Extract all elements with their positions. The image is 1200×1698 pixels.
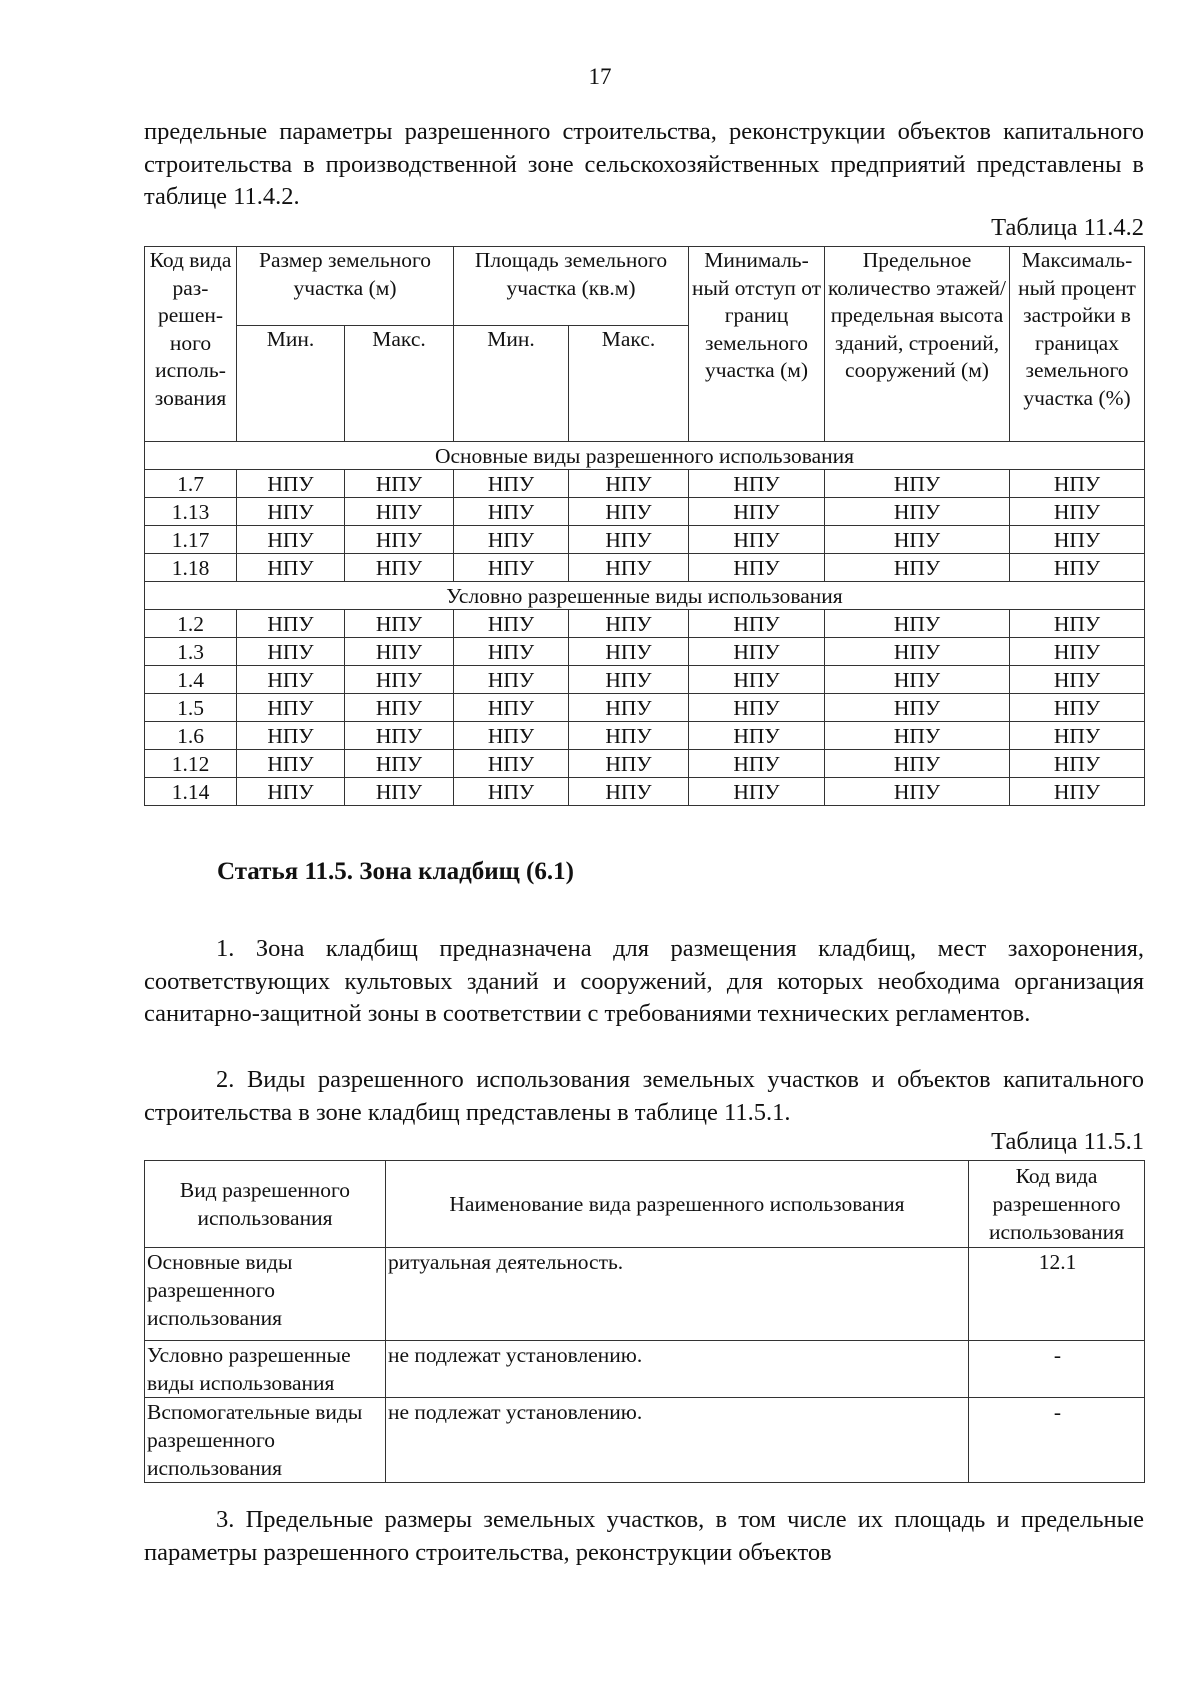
- table-row: [145, 694, 1145, 722]
- value-cell: НПУ: [454, 554, 569, 582]
- table-row: [145, 554, 1145, 582]
- intro-paragraph: предельные параметры разрешенного строительства, реконструкции объектов капитального строительства в производственной зоне сельскохозяйственных предприятий представлены в таблице 11.4.2.: [144, 118, 1144, 210]
- table-row: [145, 526, 1145, 554]
- value-cell: НПУ: [237, 526, 345, 554]
- header-plot-size: Размер земельного участка (м): [237, 247, 454, 326]
- value-cell: НПУ: [689, 498, 825, 526]
- value-cell: НПУ: [689, 694, 825, 722]
- value-cell: НПУ: [454, 666, 569, 694]
- table-row: [145, 498, 1145, 526]
- value-cell: НПУ: [569, 526, 689, 554]
- table-row: [145, 1248, 1145, 1341]
- use-code-cell: 1.7: [145, 470, 237, 498]
- value-cell: НПУ: [237, 470, 345, 498]
- use-code-cell: 1.3: [145, 638, 237, 666]
- value-cell: НПУ: [825, 722, 1010, 750]
- header-min-setback: Минималь-ный отступ от границ земельного участка (м): [689, 247, 825, 442]
- value-cell: НПУ: [1010, 666, 1145, 694]
- value-cell: НПУ: [345, 694, 454, 722]
- value-cell: НПУ: [689, 610, 825, 638]
- value-cell: НПУ: [454, 498, 569, 526]
- value-cell: НПУ: [689, 470, 825, 498]
- value-cell: НПУ: [569, 638, 689, 666]
- value-cell: НПУ: [454, 778, 569, 806]
- value-cell: НПУ: [454, 722, 569, 750]
- permitted-uses-rows: [145, 1248, 1145, 1483]
- value-cell: НПУ: [689, 638, 825, 666]
- header-use-name: Наименование вида разрешенного использования: [386, 1161, 969, 1248]
- value-cell: НПУ: [237, 666, 345, 694]
- paragraph-1: 1. Зона кладбищ предназначена для размещения кладбищ, мест захоронения, соответствующих культовых зданий и сооружений, для которых необходима организация санитарно-защитной зоны в соответствии с требованиями технических регламентов.: [144, 935, 1144, 1027]
- value-cell: НПУ: [825, 638, 1010, 666]
- main-uses-rows: [145, 470, 1145, 582]
- value-cell: НПУ: [825, 498, 1010, 526]
- value-cell: НПУ: [689, 778, 825, 806]
- use-name-cell: не подлежат установлению.: [386, 1341, 969, 1398]
- value-cell: НПУ: [237, 750, 345, 778]
- value-cell: НПУ: [569, 694, 689, 722]
- value-cell: НПУ: [689, 666, 825, 694]
- value-cell: НПУ: [569, 666, 689, 694]
- use-code-cell: 1.14: [145, 778, 237, 806]
- conditional-uses-rows: [145, 610, 1145, 806]
- value-cell: НПУ: [345, 750, 454, 778]
- value-cell: НПУ: [454, 610, 569, 638]
- value-cell: НПУ: [825, 750, 1010, 778]
- use-code-cell: 1.4: [145, 666, 237, 694]
- use-type-cell: Вспомогательные виды разрешенного использования: [145, 1398, 386, 1483]
- value-cell: НПУ: [569, 610, 689, 638]
- table-row: [145, 1341, 1145, 1398]
- use-name-cell: не подлежат установлению.: [386, 1398, 969, 1483]
- paragraph-3: 3. Предельные размеры земельных участков, в том числе их площадь и предельные параметры разрешенного строительства, реконструкции объектов: [144, 1506, 1144, 1566]
- value-cell: НПУ: [345, 610, 454, 638]
- value-cell: НПУ: [345, 526, 454, 554]
- value-cell: НПУ: [1010, 778, 1145, 806]
- value-cell: НПУ: [1010, 694, 1145, 722]
- value-cell: НПУ: [569, 470, 689, 498]
- value-cell: НПУ: [569, 498, 689, 526]
- value-cell: НПУ: [825, 666, 1010, 694]
- value-cell: НПУ: [1010, 610, 1145, 638]
- header-code: Код вида раз-решен-ного исполь-зования: [145, 247, 237, 442]
- use-type-cell: Основные виды разрешенного использования: [145, 1248, 386, 1341]
- use-code-cell: 1.6: [145, 722, 237, 750]
- value-cell: НПУ: [345, 666, 454, 694]
- value-cell: НПУ: [237, 554, 345, 582]
- section-main-uses: Основные виды разрешенного использования: [145, 442, 1145, 470]
- header-area-max: Макс.: [569, 326, 689, 442]
- value-cell: НПУ: [825, 694, 1010, 722]
- value-cell: НПУ: [237, 498, 345, 526]
- use-code-cell: -: [969, 1341, 1145, 1398]
- use-type-cell: Условно разрешенные виды использования: [145, 1341, 386, 1398]
- table-row: [145, 666, 1145, 694]
- header-area-min: Мин.: [454, 326, 569, 442]
- value-cell: НПУ: [825, 778, 1010, 806]
- value-cell: НПУ: [1010, 498, 1145, 526]
- table-caption-11-4-2: Таблица 11.4.2: [991, 214, 1144, 241]
- value-cell: НПУ: [1010, 750, 1145, 778]
- use-code-cell: 12.1: [969, 1248, 1145, 1341]
- header-use-code: Код вида разрешенного использования: [969, 1161, 1145, 1248]
- header-plot-area: Площадь земельного участка (кв.м): [454, 247, 689, 326]
- table-row: [145, 778, 1145, 806]
- value-cell: НПУ: [345, 778, 454, 806]
- value-cell: НПУ: [237, 778, 345, 806]
- use-code-cell: -: [969, 1398, 1145, 1483]
- value-cell: НПУ: [825, 554, 1010, 582]
- value-cell: НПУ: [825, 526, 1010, 554]
- table-row: [145, 750, 1145, 778]
- section-conditional-uses: Условно разрешенные виды использования: [145, 582, 1145, 610]
- header-size-min: Мин.: [237, 326, 345, 442]
- value-cell: НПУ: [1010, 722, 1145, 750]
- value-cell: НПУ: [1010, 470, 1145, 498]
- value-cell: НПУ: [689, 554, 825, 582]
- value-cell: НПУ: [345, 638, 454, 666]
- table-row: [145, 722, 1145, 750]
- value-cell: НПУ: [345, 470, 454, 498]
- value-cell: НПУ: [237, 694, 345, 722]
- value-cell: НПУ: [237, 638, 345, 666]
- header-floors-height: Предельное количество этажей/ предельная высота зданий, строений, сооружений (м): [825, 247, 1010, 442]
- header-max-coverage: Максималь-ный процент застройки в границах земельного участка (%): [1010, 247, 1145, 442]
- value-cell: НПУ: [237, 722, 345, 750]
- value-cell: НПУ: [569, 778, 689, 806]
- table-caption-11-5-1: Таблица 11.5.1: [991, 1128, 1144, 1155]
- page-number: 17: [588, 64, 612, 89]
- header-size-max: Макс.: [345, 326, 454, 442]
- article-heading: Статья 11.5. Зона кладбищ (6.1): [217, 858, 574, 885]
- value-cell: НПУ: [1010, 638, 1145, 666]
- use-name-cell: ритуальная деятельность.: [386, 1248, 969, 1341]
- use-code-cell: 1.18: [145, 554, 237, 582]
- value-cell: НПУ: [454, 526, 569, 554]
- table-row: [145, 470, 1145, 498]
- paragraph-2: 2. Виды разрешенного использования земельных участков и объектов капитального строительства в зоне кладбищ представлены в таблице 11.5.1.: [144, 1066, 1144, 1126]
- value-cell: НПУ: [1010, 554, 1145, 582]
- value-cell: НПУ: [689, 722, 825, 750]
- header-use-type: Вид разрешенного использования: [145, 1161, 386, 1248]
- use-code-cell: 1.5: [145, 694, 237, 722]
- value-cell: НПУ: [454, 694, 569, 722]
- value-cell: НПУ: [454, 750, 569, 778]
- value-cell: НПУ: [237, 610, 345, 638]
- value-cell: НПУ: [569, 750, 689, 778]
- use-code-cell: 1.12: [145, 750, 237, 778]
- value-cell: НПУ: [689, 526, 825, 554]
- table-row: [145, 1398, 1145, 1483]
- value-cell: НПУ: [569, 722, 689, 750]
- value-cell: НПУ: [454, 470, 569, 498]
- value-cell: НПУ: [825, 470, 1010, 498]
- value-cell: НПУ: [689, 750, 825, 778]
- use-code-cell: 1.17: [145, 526, 237, 554]
- value-cell: НПУ: [345, 554, 454, 582]
- use-code-cell: 1.13: [145, 498, 237, 526]
- value-cell: НПУ: [825, 610, 1010, 638]
- value-cell: НПУ: [569, 554, 689, 582]
- use-code-cell: 1.2: [145, 610, 237, 638]
- zone-parameters-table: [144, 246, 1145, 806]
- table-row: [145, 610, 1145, 638]
- value-cell: НПУ: [345, 722, 454, 750]
- permitted-uses-table: [144, 1160, 1145, 1483]
- value-cell: НПУ: [454, 638, 569, 666]
- value-cell: НПУ: [345, 498, 454, 526]
- table-row: [145, 638, 1145, 666]
- value-cell: НПУ: [1010, 526, 1145, 554]
